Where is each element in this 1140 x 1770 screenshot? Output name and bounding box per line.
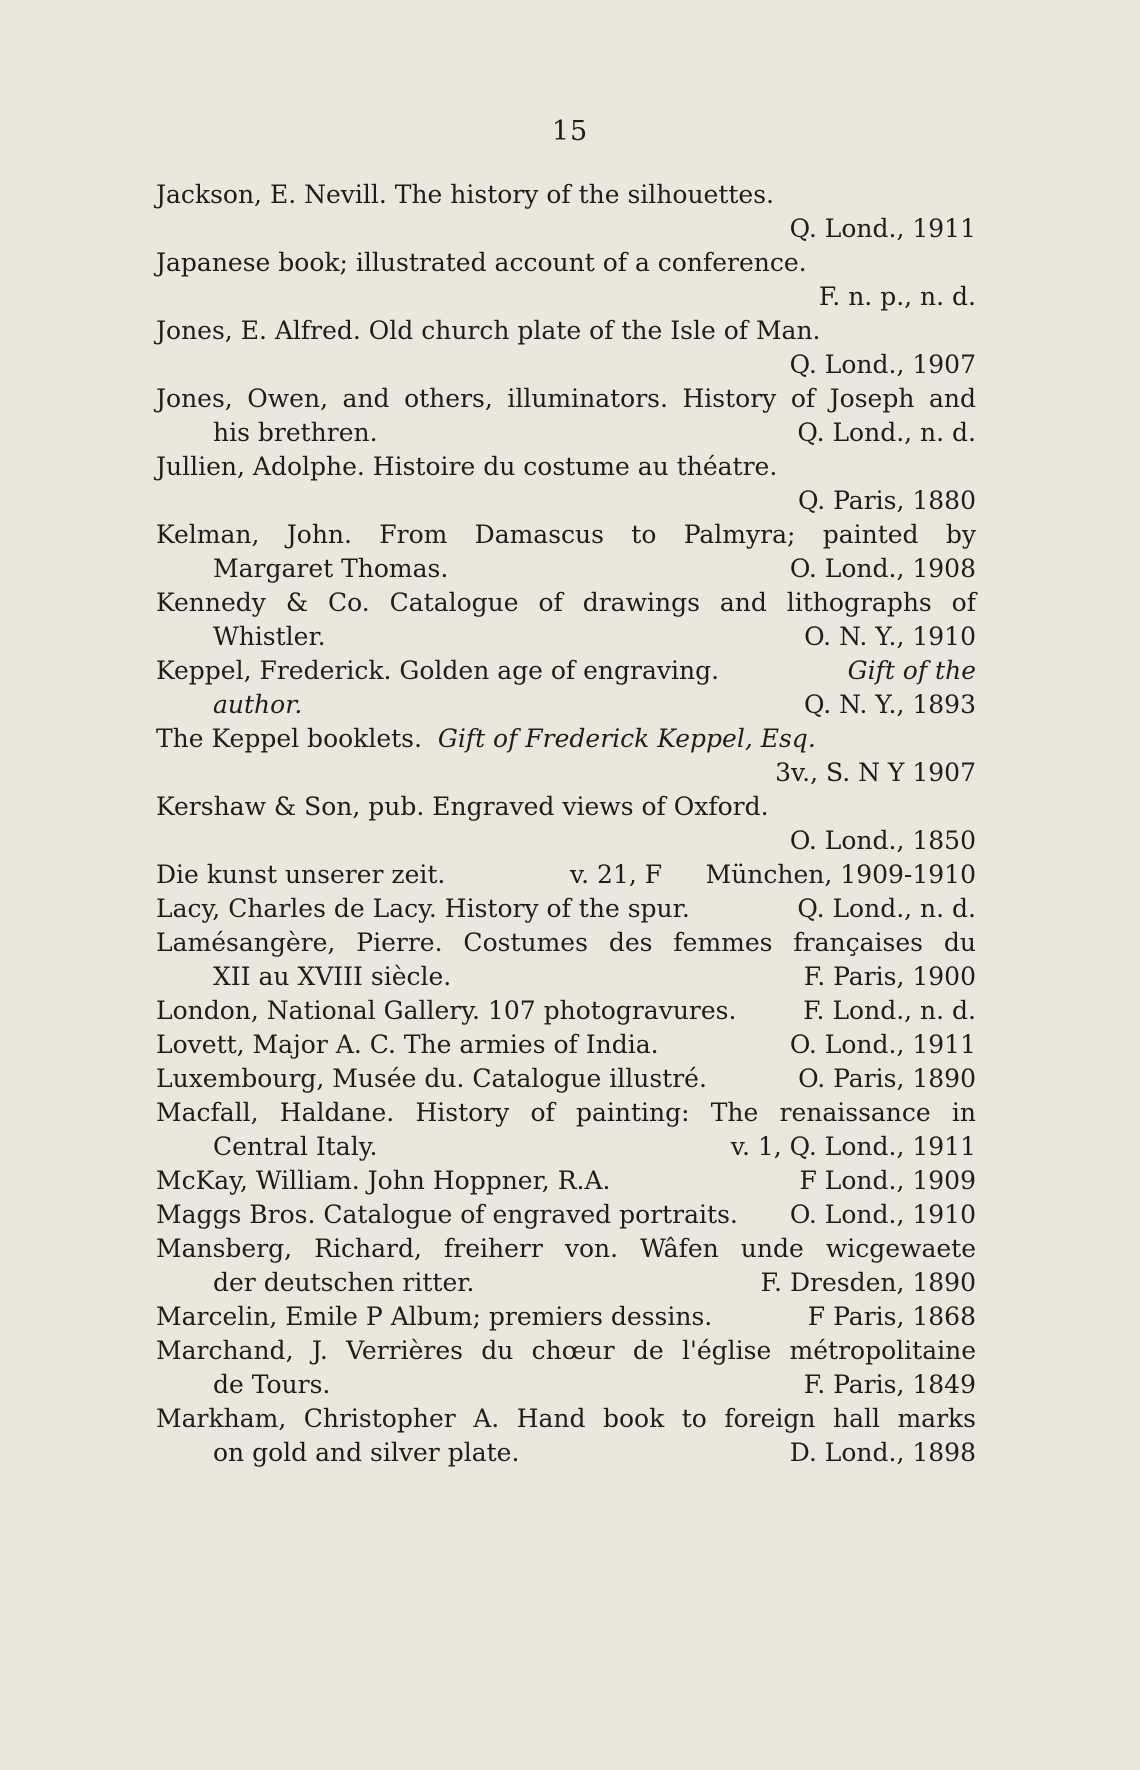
entry-line	[156, 1096, 976, 1130]
entry-line	[156, 960, 976, 994]
entry-line	[156, 1164, 976, 1198]
entry-line	[156, 1232, 976, 1266]
entry-line	[156, 1334, 976, 1368]
entry-continuation: Central Italy.	[213, 1132, 378, 1161]
entry-title: McKay, William. John Hoppner, R.A.	[156, 1166, 611, 1195]
entry-title: Kennedy & Co. Catalogue of drawings and lithographs of	[156, 588, 976, 617]
entry-continuation: XII au XVIII siècle.	[213, 962, 452, 991]
entry-line	[156, 688, 976, 722]
entry-publication: Q. N. Y., 1893	[803, 690, 976, 719]
entry-title: Lacy, Charles de Lacy. History of the spur.	[156, 894, 690, 923]
entry-publication: F Lond., 1909	[799, 1166, 976, 1195]
entry-line	[156, 1368, 976, 1402]
entry-continuation: de Tours.	[213, 1370, 331, 1399]
entry-title: Marchand, J. Verrières du chœur de l'église métropolitaine	[156, 1336, 976, 1365]
entry-publication: O. Lond., 1910	[789, 1200, 976, 1229]
entry-line	[156, 450, 976, 484]
entry-title: Mansberg, Richard, freiherr von. Wâfen unde wicgewaete	[156, 1234, 976, 1263]
entry-line	[156, 314, 976, 348]
entry-line	[156, 620, 976, 654]
entry-line	[156, 1436, 976, 1470]
entry-title: Marcelin, Emile P Album; premiers dessins.	[156, 1302, 713, 1331]
entry-title: Japanese book; illustrated account of a conference.	[156, 248, 807, 277]
entry-publication: F Paris, 1868	[807, 1302, 976, 1331]
entry-title: Jackson, E. Nevill. The history of the silhouettes.	[156, 180, 775, 209]
entry-line	[156, 654, 976, 688]
entry-title: Jones, E. Alfred. Old church plate of the Isle of Man.	[156, 316, 821, 345]
entry-publication: München, 1909-1910	[705, 860, 976, 889]
entry-line	[156, 178, 976, 212]
entry-publication: F. Paris, 1900	[803, 962, 976, 991]
entry-title: Jones, Owen, and others, illuminators. History of Joseph and	[156, 384, 976, 413]
entry-line	[156, 756, 976, 790]
entry-line	[156, 1130, 976, 1164]
entry-publication: Q. Lond., 1911	[789, 214, 976, 243]
entry-title: Maggs Bros. Catalogue of engraved portraits.	[156, 1200, 738, 1229]
entry-title: Macfall, Haldane. History of painting: The renaissance in	[156, 1098, 976, 1127]
entry-publication: F. Paris, 1849	[803, 1370, 976, 1399]
entry-title: Kershaw & Son, pub. Engraved views of Oxford.	[156, 792, 769, 821]
entry-title: Lovett, Major A. C. The armies of India.	[156, 1030, 659, 1059]
entry-line	[156, 246, 976, 280]
entry-publication: F. Dresden, 1890	[760, 1268, 976, 1297]
entry-line	[156, 1266, 976, 1300]
entry-line	[156, 416, 976, 450]
entry-publication: O. Lond., 1908	[789, 554, 976, 583]
entry-continuation: his brethren.	[213, 418, 378, 447]
entry-title: Die kunst unserer zeit.	[156, 860, 446, 889]
entry-line	[156, 1198, 976, 1232]
entry-continuation-italic: author.	[213, 690, 303, 719]
entry-line	[156, 382, 976, 416]
entry-publication: Q. Lond., 1907	[789, 350, 976, 379]
entry-publication: Q. Lond., n. d.	[797, 894, 976, 923]
entry-line	[156, 824, 976, 858]
entry-title: Lamésangère, Pierre. Costumes des femmes françaises du	[156, 928, 976, 957]
entry-publication: O. Lond., 1850	[789, 826, 976, 855]
entry-line	[156, 926, 976, 960]
entry-publication: Q. Paris, 1880	[797, 486, 976, 515]
entry-line	[156, 484, 976, 518]
entry-publication: 3v., S. N Y 1907	[775, 758, 976, 787]
entry-title: Markham, Christopher A. Hand book to foreign hall marks	[156, 1404, 976, 1433]
page-number: 15	[551, 116, 589, 147]
entry-line	[156, 1402, 976, 1436]
entry-publication: O. Lond., 1911	[789, 1030, 976, 1059]
entry-title: London, National Gallery. 107 photogravures.	[156, 996, 737, 1025]
entry-title: Keppel, Frederick. Golden age of engraving.	[156, 656, 720, 685]
entry-line	[156, 586, 976, 620]
entry-continuation: on gold and silver plate.	[213, 1438, 520, 1467]
catalogue-entries	[156, 178, 976, 1470]
entry-note-italic: Gift of the	[847, 656, 976, 685]
entry-publication: Q. Lond., n. d.	[797, 418, 976, 447]
entry-line	[156, 1028, 976, 1062]
entry-line	[156, 280, 976, 314]
entry-title: Luxembourg, Musée du. Catalogue illustré.	[156, 1064, 707, 1093]
entry-line	[156, 1300, 976, 1334]
entry-publication: F. n. p., n. d.	[818, 282, 976, 311]
entry-line	[156, 552, 976, 586]
entry-title: Jullien, Adolphe. Histoire du costume au théatre.	[156, 452, 778, 481]
entry-volume: v. 21, F	[570, 860, 663, 889]
entry-line	[156, 722, 976, 756]
entry-line	[156, 1062, 976, 1096]
entry-line	[156, 994, 976, 1028]
entry-line	[156, 892, 976, 926]
entry-continuation: Margaret Thomas.	[213, 554, 449, 583]
entry-continuation: Whistler.	[213, 622, 326, 651]
entry-publication: F. Lond., n. d.	[803, 996, 976, 1025]
entry-line	[156, 212, 976, 246]
entry-publication: v. 1, Q. Lond., 1911	[730, 1132, 976, 1161]
entry-publication: O. N. Y., 1910	[804, 622, 976, 651]
entry-continuation: der deutschen ritter.	[213, 1268, 475, 1297]
entry-line	[156, 790, 976, 824]
entry-publication: O. Paris, 1890	[798, 1064, 976, 1093]
entry-title: The Keppel booklets. Gift of Frederick Keppel, Esq.	[156, 724, 816, 753]
entry-line	[156, 348, 976, 382]
entry-line	[156, 858, 976, 892]
entry-line	[156, 518, 976, 552]
entry-publication: D. Lond., 1898	[789, 1438, 976, 1467]
entry-title: Kelman, John. From Damascus to Palmyra; painted by	[156, 520, 976, 549]
